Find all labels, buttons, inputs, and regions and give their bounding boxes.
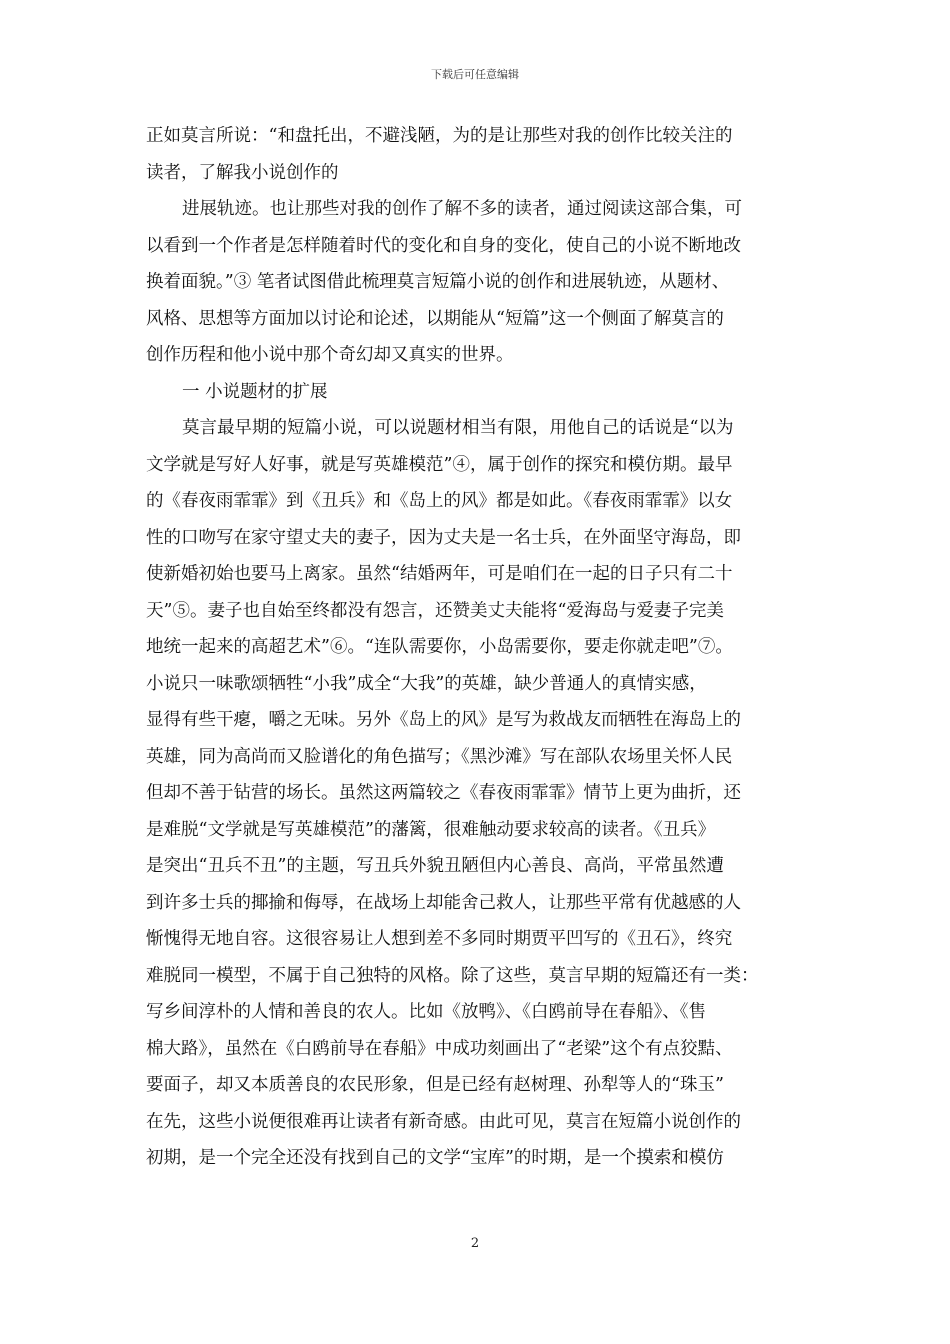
text-line: 换着面貌。”③ 笔者试图借此梳理莫言短篇小说的创作和进展轨迹，从题材、 — [146, 272, 730, 292]
page-header: 下载后可任意编辑 — [431, 68, 519, 81]
text-line: 的《春夜雨霏霏》到《丑兵》和《岛上的风》都是如此。《春夜雨霏霏》以女 — [146, 491, 733, 511]
text-line: 写乡间淳朴的人情和善良的农人。比如《放鸭》、《白鸥前导在春船》、《售 — [146, 1002, 706, 1022]
text-line: 初期，是一个完全还没有找到自己的文学“宝库”的时期，是一个摸索和模仿 — [146, 1148, 724, 1168]
text-line: 是难脱“文学就是写英雄模范”的藩篱，很难触动要求较高的读者。《丑兵》 — [146, 819, 716, 840]
text-line: 显得有些干瘪，嚼之无味。另外《岛上的风》是写为救战友而牺牲在海岛上的 — [146, 710, 741, 730]
text-line: 但却不善于钻营的场长。虽然这两篇较之《春夜雨霏霏》情节上更为曲折，还 — [146, 783, 741, 803]
text-line: 到许多士兵的揶揄和侮辱，在战场上却能舍己救人，让那些平常有优越感的人 — [146, 892, 741, 913]
text-line: 正如莫言所说：“和盘托出，不避浅陋，为的是让那些对我的创作比较关注的 — [146, 126, 733, 146]
text-line: 在先，这些小说便很难再让读者有新奇感。由此可见，莫言在短篇小说创作的 — [146, 1111, 741, 1132]
page-number: 2 — [470, 1236, 480, 1251]
text-line: 读者，了解我小说创作的 — [146, 162, 339, 183]
document-body — [146, 118, 806, 1177]
text-line: 莫言最早期的短篇小说，可以说题材相当有限，用他自己的话说是“以为 — [182, 418, 734, 438]
text-line: 是突出“丑兵不丑”的主题，写丑兵外貌丑陋但内心善良、高尚，平常虽然遭 — [146, 856, 724, 876]
text-line: 地统一起来的高超艺术”⑥。“连队需要你，小岛需要你，要走你就走吧”⑦。 — [146, 637, 733, 657]
text-line: 小说只一味歌颂牺牲“小我”成全“大我”的英雄，缺少普通人的真情实感， — [146, 673, 707, 694]
text-line: 棉大路》，虽然在《白鸥前导在春船》中成功刻画出了“老梁”这个有点狡黠、 — [146, 1038, 733, 1059]
text-line: 创作历程和他小说中那个奇幻却又真实的世界。 — [146, 345, 514, 365]
text-line: 惭愧得无地自容。这很容易让人想到差不多同时期贾平凹写的《丑石》，终究 — [146, 929, 733, 949]
text-line: 英雄，同为高尚而又脸谱化的角色描写；《黑沙滩》写在部队农场里关怀人民 — [146, 746, 733, 767]
text-line: 以看到一个作者是怎样随着时代的变化和自身的变化，使自己的小说不断地改 — [146, 235, 741, 256]
text-line: 进展轨迹。也让那些对我的创作了解不多的读者，通过阅读这部合集，可 — [182, 199, 742, 219]
text-line: 要面子，却又本质善良的农民形象，但是已经有赵树理、孙犁等人的“珠玉” — [146, 1075, 724, 1095]
text-line: 天”⑤。妻子也自始至终都没有怨言，还赞美丈夫能将“爱海岛与爱妻子完美 — [146, 600, 724, 621]
text-line: 难脱同一模型，不属于自己独特的风格。除了这些，莫言早期的短篇还有一类： — [146, 965, 759, 986]
text-line: 文学就是写好人好事，就是写英雄模范”④，属于创作的探究和模仿期。最早 — [146, 454, 733, 475]
text-line: 使新婚初始也要马上离家。虽然“结婚两年，可是咱们在一起的日子只有二十 — [146, 564, 733, 584]
text-line: 风格、思想等方面加以讨论和论述，以期能从“短篇”这一个侧面了解莫言的 — [146, 308, 724, 329]
section-heading: 一 小说题材的扩展 — [182, 381, 328, 402]
text-line: 性的口吻写在家守望丈夫的妻子，因为丈夫是一名士兵，在外面坚守海岛，即 — [146, 527, 741, 548]
